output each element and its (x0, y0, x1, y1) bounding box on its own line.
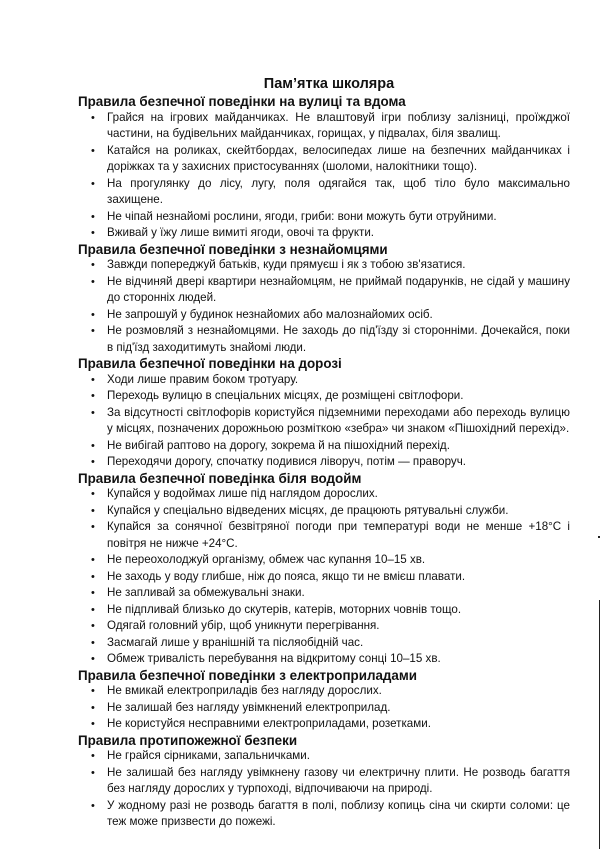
list-item (78, 635, 570, 652)
rule-text: Не розмовляй з незнайомцями. Не заходь до під'їзду зі сторонніми. Дочекайся, поки в під'їзд заходитимуть знайомі люди. (107, 324, 570, 354)
list-item (78, 405, 570, 438)
list-item (78, 307, 570, 324)
rules-list (78, 257, 570, 356)
list-item (78, 765, 570, 798)
bullet-icon: • (91, 144, 95, 157)
list-item (78, 388, 570, 405)
bullet-icon: • (91, 227, 95, 239)
bullet-icon: • (91, 587, 95, 599)
bullet-icon: • (91, 275, 95, 288)
list-item (78, 748, 570, 765)
list-item (78, 519, 570, 552)
rule-text: Не переохолоджуй організму, обмеж час купання 10–15 хв. (107, 553, 426, 566)
bullet-icon: • (91, 750, 95, 762)
page-title: Пам’ятка школяра (263, 76, 395, 92)
bullet-icon: • (91, 308, 95, 321)
list-item (78, 209, 570, 226)
bullet-icon: • (91, 488, 95, 500)
bullet-icon: • (91, 570, 95, 583)
bullet-icon: • (91, 325, 95, 337)
bullet-icon: • (91, 521, 95, 533)
rules-list (78, 748, 570, 831)
rule-text: Не запливай за обмежувальні знаки. (107, 586, 305, 599)
list-item (78, 372, 570, 389)
bullet-icon: • (91, 456, 95, 468)
list-item (78, 454, 570, 471)
bullet-icon: • (91, 701, 95, 714)
bullet-icon: • (91, 766, 95, 779)
list-item (78, 438, 570, 455)
rule-text: Засмагай лише у вранішній та післяобідній час. (107, 635, 364, 649)
list-item (78, 618, 570, 635)
list-item (78, 143, 570, 176)
rules-list (78, 486, 570, 668)
bullet-icon: • (91, 210, 95, 223)
rules-list (78, 110, 570, 242)
rule-text: Купайся за сонячної безвітряної погоди при температурі води не менше +18°С і повітря не нижче +24°С. (107, 520, 570, 550)
bullet-icon: • (91, 799, 95, 812)
list-item (78, 585, 570, 602)
list-item (78, 486, 570, 503)
rule-text: Не залишай без нагляду увімкнений електроприлад. (107, 700, 391, 714)
rule-text: У жодному разі не розводь багаття в полі, поблизу копиць сіна чи скирти соломи: це теж може призвести до пожежі. (107, 798, 570, 828)
rule-text: Не запрошуй у будинок незнайомих або малознайомих осіб. (107, 307, 433, 321)
bullet-icon: • (91, 406, 95, 419)
rule-text: Одягай головний убір, щоб уникнути перегрівання. (107, 619, 380, 632)
rule-text: Катайся на роликах, скейтбордах, велосипедах лише на безпечних майданчиках і доріжках та у захисних пристосуваннях (шоломи, налокітники тощо). (107, 143, 570, 173)
bullet-icon: • (91, 718, 95, 730)
bullet-icon: • (91, 603, 95, 616)
bullet-icon: • (91, 554, 95, 566)
rule-text: Не вибігай раптово на дорогу, зокрема й на пішохідний перехід. (107, 438, 450, 452)
rule-text: Не вмикай електроприладів без нагляду дорослих. (107, 684, 382, 697)
list-item (78, 503, 570, 520)
bullet-icon: • (91, 504, 95, 517)
rule-text: Не чіпай незнайомі рослини, ягоди, гриби: вони можуть бути отруйними. (107, 209, 497, 223)
rule-text: Переходячи дорогу, спочатку подивися ліворуч, потім — праворуч. (107, 455, 466, 468)
rules-list (78, 683, 570, 733)
rule-text: Не відчиняй двері квартири незнайомцям, не приймай подарунків, не сідай у машину до сторонніх людей. (107, 274, 570, 304)
list-item (78, 176, 570, 209)
rule-text: Не заходь у воду глибше, ніж до пояса, якщо ти не вмієш плавати. (107, 569, 466, 583)
bullet-icon: • (91, 620, 95, 632)
rule-text: Вживай у їжу лише вимиті ягоди, овочі та фрукти. (107, 226, 375, 239)
list-item (78, 798, 570, 831)
section-heading: Правила безпечної поведінки на вулиці та вдома (78, 94, 406, 109)
rule-text: Переходь вулицю в спеціальних місцях, де розміщені світлофори. (107, 389, 464, 402)
rule-text: Не залишай без нагляду увімкнену газову чи електричну плити. Не розводь багаття без нагляду дорослих у турпоходi, відпочиваючи на природі. (107, 765, 570, 795)
rule-text: Ходи лише правим боком тротуару. (107, 372, 299, 386)
bullet-icon: • (91, 390, 95, 402)
list-item (78, 716, 570, 733)
bullet-icon: • (91, 685, 95, 697)
section-heading: Правила безпечної поведінка біля водойм (78, 470, 362, 486)
rule-text: Завжди попереджуй батьків, куди прямуєш і як з тобою зв'язатися. (107, 258, 466, 271)
section-heading: Правила безпечної поведінки з незнайомцями (78, 241, 388, 257)
bullet-icon: • (91, 636, 95, 649)
list-item (78, 602, 570, 619)
section-heading: Правила безпечної поведінки з електроприладами (78, 667, 417, 683)
bullet-icon: • (91, 259, 95, 271)
list-item (78, 552, 570, 569)
bullet-icon: • (91, 111, 95, 124)
rules-sections (78, 94, 570, 831)
list-item (78, 274, 570, 307)
list-item (78, 569, 570, 586)
rule-text: Не користуйся несправними електроприладами, розетками. (107, 717, 431, 730)
list-item (78, 651, 570, 668)
bullet-icon: • (91, 177, 95, 190)
rule-text: Не грайся сірниками, запальничками. (107, 749, 310, 762)
section-heading: Правила протипожежної безпеки (78, 732, 298, 748)
rule-text: Не підпливай близько до скутерів, катерів, моторних човнів тощо. (107, 602, 462, 616)
rule-text: Грайся на ігрових майданчиках. Не влаштовуй ігри поблизу залізниці, проїжджої частини, на будівельних майданчиках, горищах, у підвалах, біля звалищ. (107, 110, 570, 140)
bullet-icon: • (91, 373, 95, 386)
section-heading: Правила безпечної поведінки на дорозі (78, 356, 342, 371)
rule-text: На прогулянку до лісу, лугу, поля одягайся так, щоб тіло було максимально захищене. (107, 176, 570, 206)
document-page (78, 76, 570, 831)
rules-list (78, 372, 570, 471)
bullet-icon: • (91, 653, 95, 665)
list-item (78, 683, 570, 700)
rule-text: Купайся у водоймах лише під наглядом дорослих. (107, 487, 378, 500)
bullet-icon: • (91, 439, 95, 452)
list-item (78, 257, 570, 274)
rule-text: Купайся у спеціально відведених місцях, де працюють рятувальні служби. (107, 503, 509, 517)
list-item (78, 323, 570, 356)
rule-text: За відсутності світлофорів користуйся підземними переходами або переходь вулицю у місцях, позначених дорожньою розміткою «зебра» чи знаком «Пішохідний перехід». (107, 405, 570, 435)
list-item (78, 700, 570, 717)
list-item (78, 225, 570, 242)
list-item (78, 110, 570, 143)
rule-text: Обмеж тривалість перебування на відкритому сонці 10–15 хв. (107, 652, 441, 665)
